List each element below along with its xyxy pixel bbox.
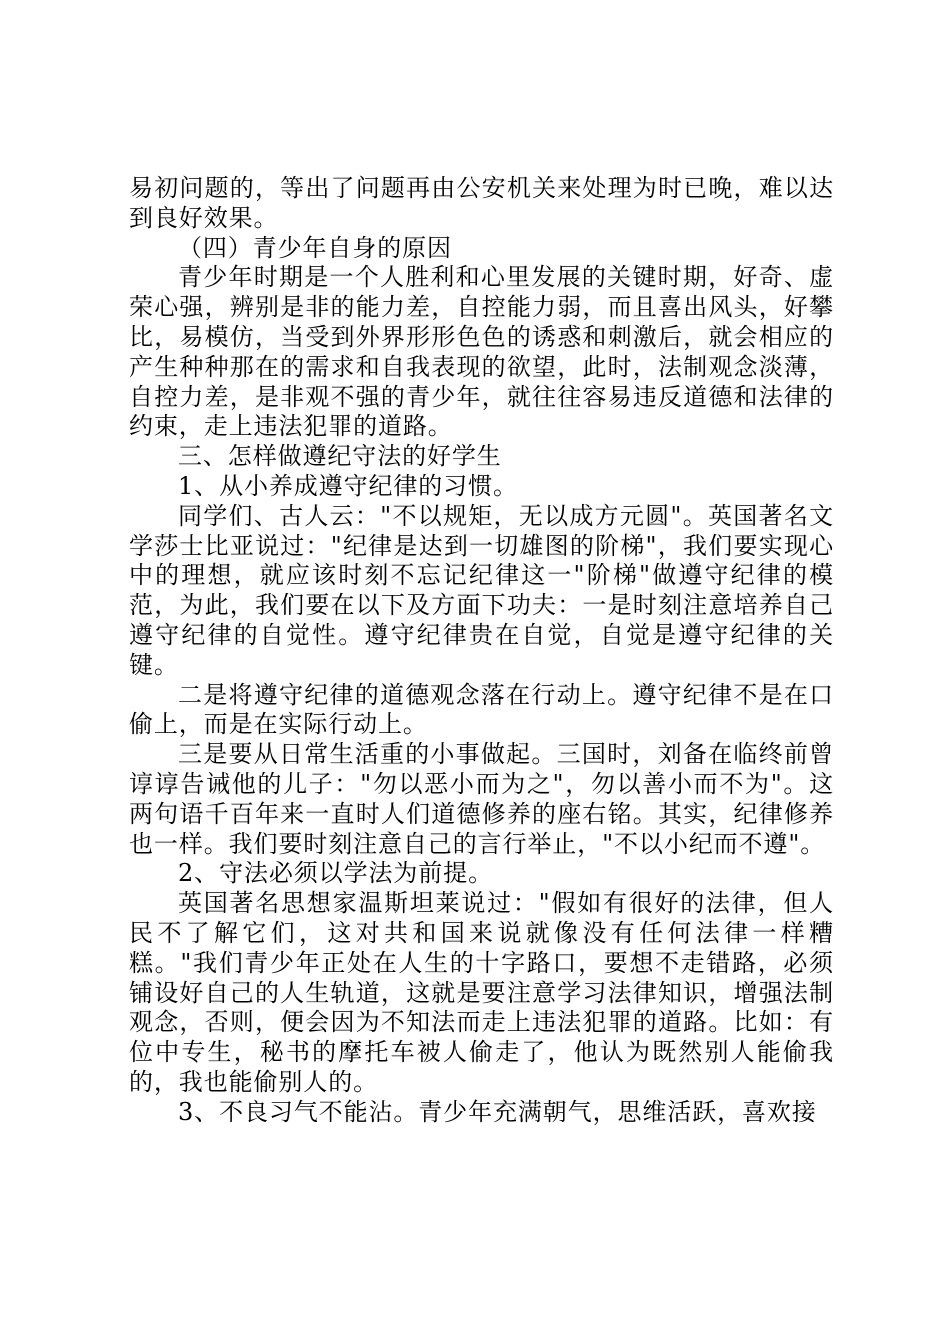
- subheading-discipline-habit: 1、从小养成遵守纪律的习惯。: [178, 471, 518, 500]
- paragraph-small-things: 三是要从日常生活重的小事做起。三国时，刘备在临终前曾谆谆告诫他的儿子："勿以恶小而为之"，勿以善小而不为"。这两句语千百年来一直时人们道德修养的座右铭。其实，纪律修养也一样。我们要时刻注意自己的言行举止，"不以小纪而不遵"。: [129, 740, 834, 858]
- document-body: [129, 174, 834, 1128]
- paragraph-law-knowledge: 英国著名思想家温斯坦莱说过："假如有很好的法律，但人民不了解它们，这对共和国来说就像没有任何法律一样糟糕。"我们青少年正处在人生的十字路口，要想不走错路，必须铺设好自己的人生轨道，这就是要注意学习法律知识，增强法制观念，否则，便会因为不知法而走上违法犯罪的道路。比如：有位中专生，秘书的摩托车被人偷走了，他认为既然别人能偷我的，我也能偷别人的。: [129, 889, 834, 1096]
- section-heading-self-reasons: （四）青少年自身的原因: [178, 233, 452, 262]
- paragraph-bad-habits: 3、不良习气不能沾。青少年充满朝气，思维活跃，喜欢接: [178, 1097, 817, 1126]
- paragraph-discipline-action: 二是将遵守纪律的道德观念落在行动上。遵守纪律不是在口偷上，而是在实际行动上。: [129, 680, 834, 739]
- section-heading-good-student: 三、怎样做遵纪守法的好学生: [178, 442, 502, 471]
- paragraph-youth-development: 青少年时期是一个人胜利和心里发展的关键时期，好奇、虚荣心强，辨别是非的能力差，自控能力弱，而且喜出风头，好攀比，易模仿，当受到外界形形色色的诱惑和刺激后，就会相应的产生种种那在的需求和自我表现的欲望，此时，法制观念淡薄，自控力差，是非观不强的青少年，就往往容易违反道德和法律的约束，走上违法犯罪的道路。: [129, 263, 834, 441]
- paragraph-continuation: 易初问题的，等出了问题再由公安机关来处理为时已晚，难以达到良好效果。: [129, 174, 834, 232]
- paragraph-discipline-quotes: 同学们、古人云："不以规矩，无以成方元圆"。英国著名文学莎士比亚说过："纪律是达到一切雄图的阶梯"，我们要实现心中的理想，就应该时刻不忘记纪律这一"阶梯"做遵守纪律的模范，为此，我们要在以下及方面下功夫：一是时刻注意培养自己遵守纪律的自觉性。遵守纪律贵在自觉，自觉是遵守纪律的关键。: [129, 501, 834, 679]
- subheading-learn-law: 2、守法必须以学法为前提。: [178, 859, 493, 888]
